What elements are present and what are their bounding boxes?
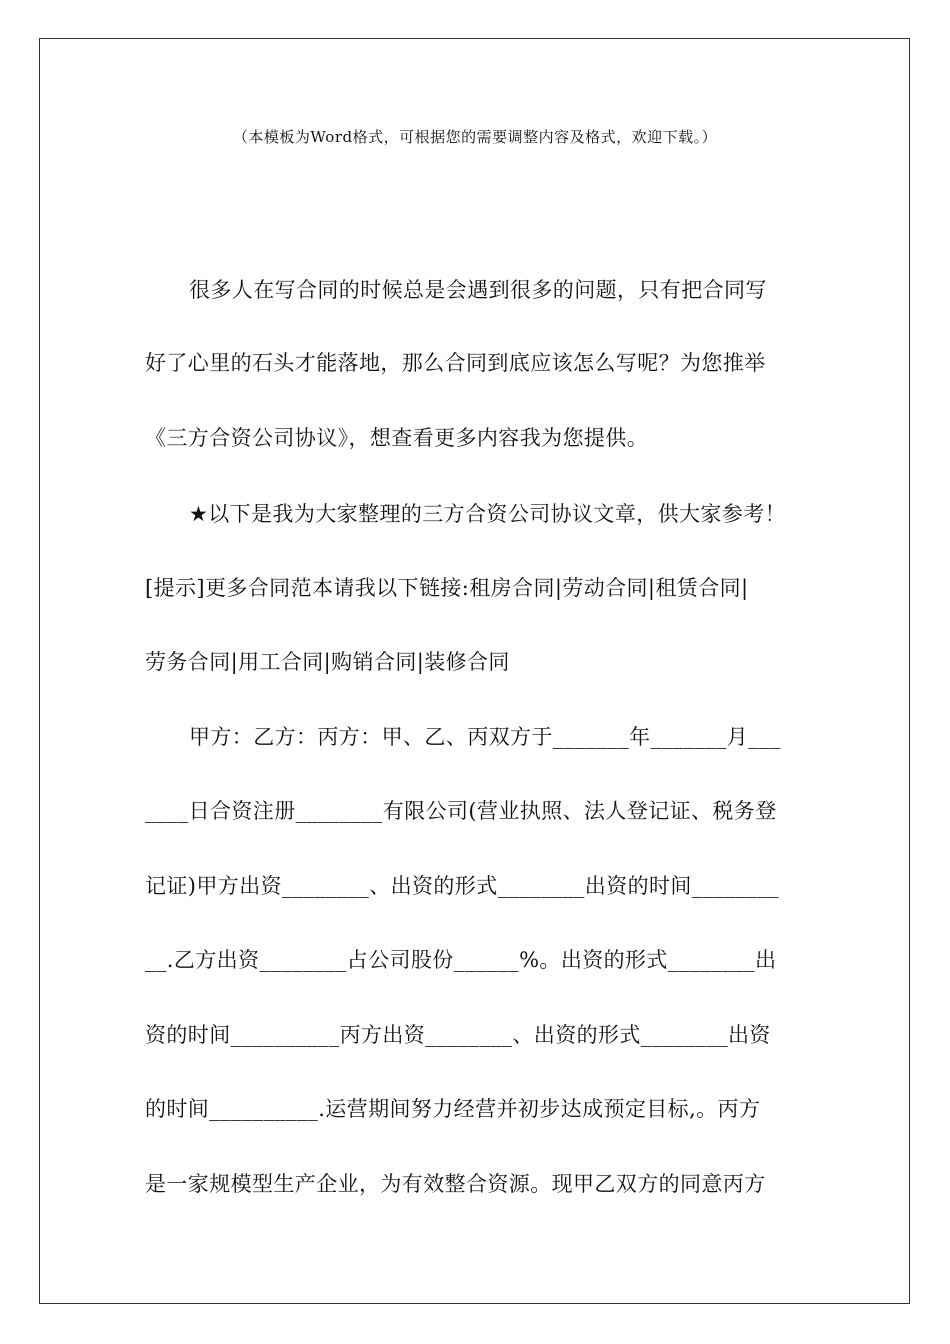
paragraph-intro-line-3: 《三方合资公司协议》，想查看更多内容我为您提供。	[145, 426, 649, 450]
paragraph-contract-line-7: 是一家规模型生产企业，为有效整合资源。现甲乙双方的同意丙方	[145, 1172, 766, 1196]
paragraph-contract-line-6: 的时间__________.运营期间努力经营并初步达成预定目标,。丙方	[145, 1097, 761, 1121]
template-note: （本模板为Word格式，可根据您的需要调整内容及格式，欢迎下载。）	[232, 128, 718, 146]
paragraph-links-line-1: [提示]更多合同范本请我以下链接:租房合同|劳动合同|租赁合同|	[145, 576, 749, 600]
paragraph-notice-text: 以下是我为大家整理的三方合资公司协议文章，供大家参考！	[208, 502, 787, 526]
paragraph-contract-line-4: __.乙方出资________占公司股份______%。出资的形式________出	[145, 948, 777, 972]
paragraph-contract-line-3: 记证)甲方出资________、出资的形式________出资的时间________	[145, 874, 779, 898]
paragraph-contract-line-5: 资的时间__________丙方出资________、出资的形式________出资	[145, 1023, 771, 1047]
paragraph-intro-line-1: 很多人在写合同的时候总是会遇到很多的问题，只有把合同写	[189, 278, 767, 302]
paragraph-links-line-2: 劳务合同|用工合同|购销合同|装修合同	[145, 650, 510, 674]
paragraph-notice-line-1	[189, 500, 786, 528]
paragraph-contract-line-2: ____日合资注册________有限公司(营业执照、法人登记证、税务登	[145, 799, 777, 823]
paragraph-intro-line-2: 好了心里的石头才能落地，那么合同到底应该怎么写呢？为您推举	[145, 351, 766, 375]
star-icon: ★	[189, 502, 209, 526]
paragraph-contract-line-1: 甲方：乙方：丙方：甲、乙、丙双方于_______年_______月___	[189, 725, 781, 749]
